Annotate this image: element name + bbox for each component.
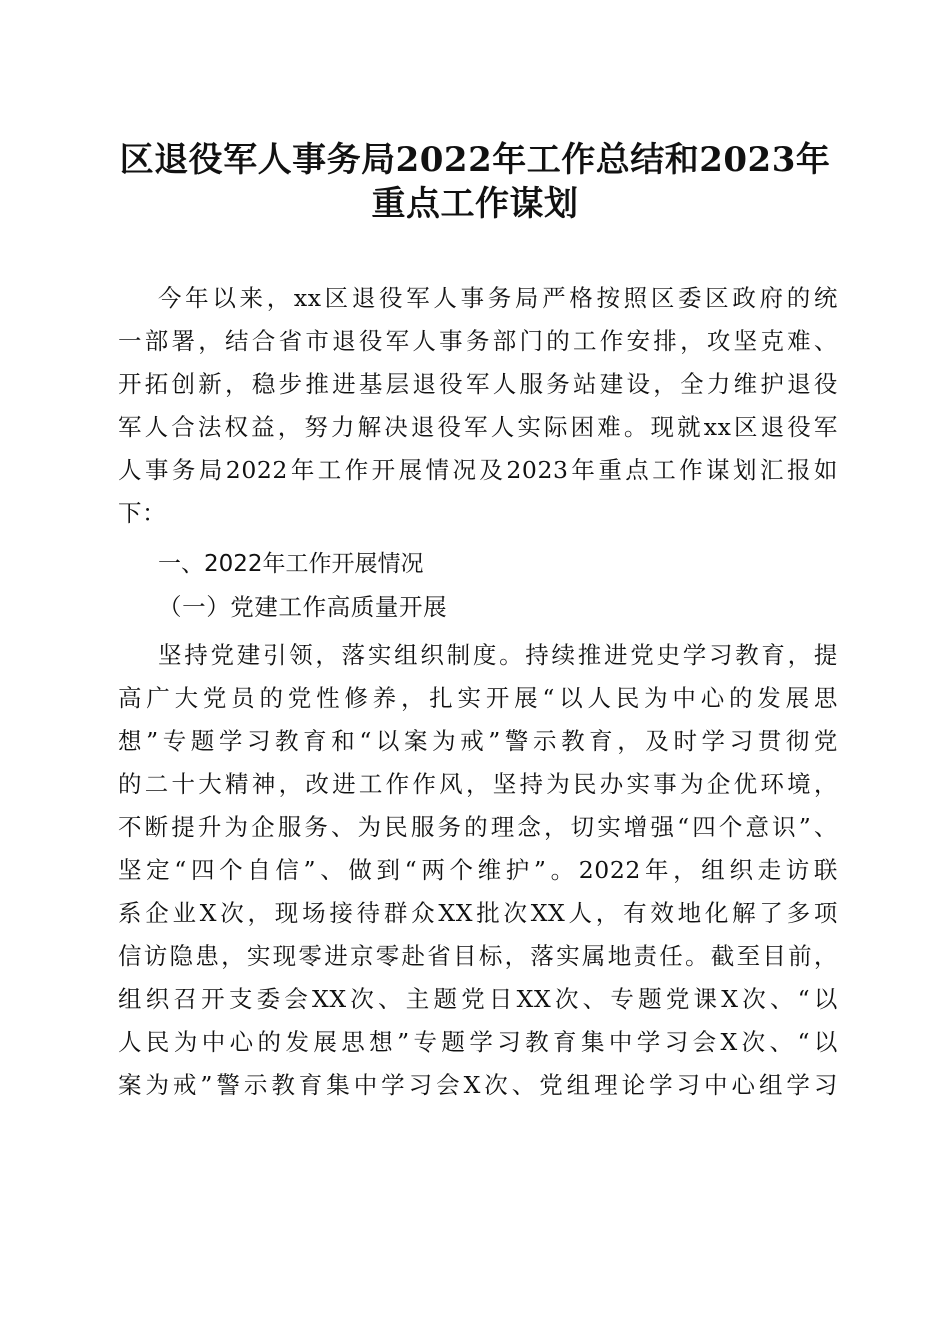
title-line-1: 区退役军人事务局2022年工作总结和2023年	[119, 140, 831, 180]
body-line-2: 高广大党员的党性修养，扎实开展“以人民为中心的发展思	[118, 684, 838, 712]
intro-line-3: 开拓创新，稳步推进基层退役军人服务站建设，全力维护退役	[118, 370, 838, 398]
body-line-3: 想”专题学习教育和“以案为戒”警示教育，及时学习贯彻党	[118, 727, 838, 755]
title-line-2: 重点工作谋划	[371, 184, 579, 224]
body-line-5: 不断提升为企服务、为民服务的理念，切实增强“四个意识”、	[118, 813, 838, 841]
body-line-4: 的二十大精神，改进工作作风，坚持为民办实事为企优环境，	[118, 770, 838, 798]
body-line-1: 坚持党建引领，落实组织制度。持续推进党史学习教育，提	[158, 641, 838, 669]
intro-line-6: 下：	[118, 499, 167, 527]
intro-line-1: 今年以来，xx区退役军人事务局严格按照区委区政府的统	[158, 284, 838, 312]
intro-line-2: 一部署，结合省市退役军人事务部门的工作安排，攻坚克难、	[118, 327, 838, 355]
body-line-11: 案为戒”警示教育集中学习会X次、党组理论学习中心组学习	[118, 1071, 838, 1099]
subsection-heading-1: （一）党建工作高质量开展	[158, 593, 448, 621]
body-line-7: 系企业X次，现场接待群众XX批次XX人，有效地化解了多项	[118, 899, 838, 927]
body-line-6: 坚定“四个自信”、做到“两个维护”。2022年，组织走访联	[118, 856, 838, 884]
body-line-9: 组织召开支委会XX次、主题党日XX次、专题党课X次、“以	[118, 985, 838, 1013]
intro-line-5: 人事务局2022年工作开展情况及2023年重点工作谋划汇报如	[118, 456, 838, 484]
body-line-10: 人民为中心的发展思想”专题学习教育集中学习会X次、“以	[118, 1028, 838, 1056]
intro-line-4: 军人合法权益，努力解决退役军人实际困难。现就xx区退役军	[118, 413, 838, 441]
section-heading-1: 一、2022年工作开展情况	[158, 551, 424, 577]
body-line-8: 信访隐患，实现零进京零赴省目标，落实属地责任。截至目前，	[118, 942, 838, 970]
document-title	[60, 138, 890, 226]
